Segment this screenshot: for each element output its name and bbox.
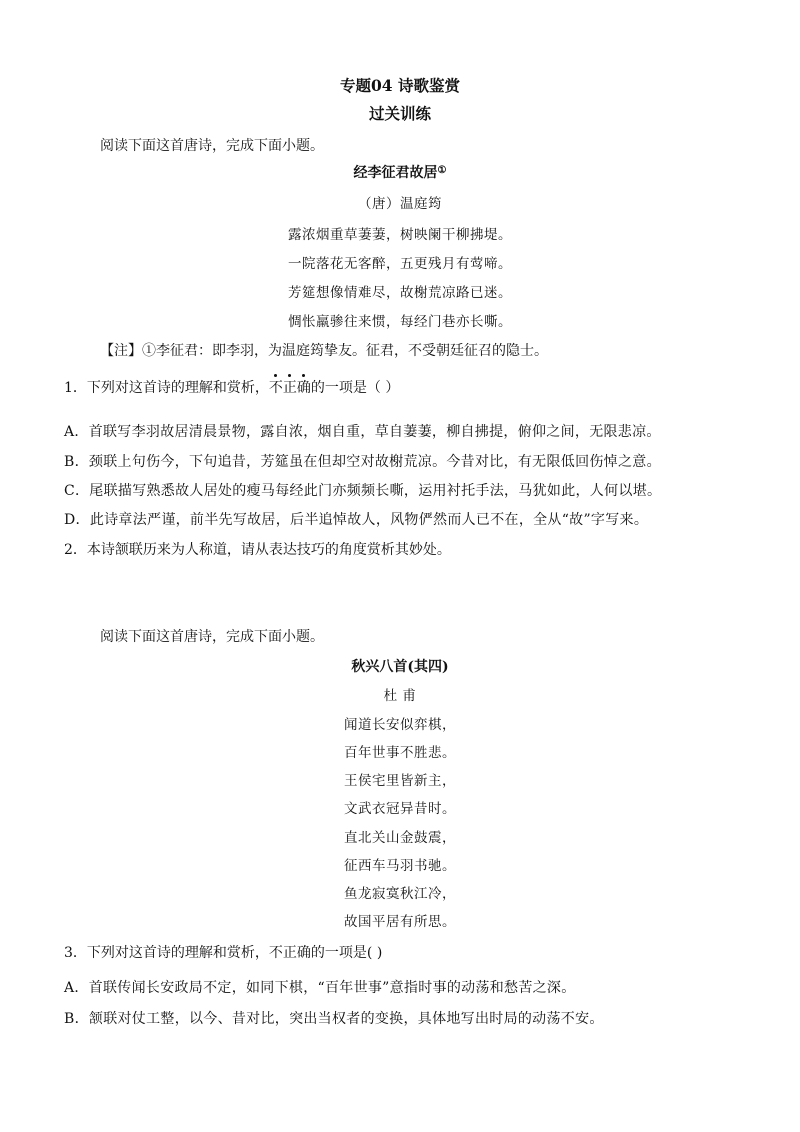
footnote: 【注】①李征君：即李羽，为温庭筠挚友。征君，不受朝廷征召的隐士。 [100,343,548,359]
question-2: 2．本诗颔联历来为人称道，请从表达技巧的角度赏析其妙处。 [64,542,451,558]
emphasis-char: 不 [268,380,283,396]
option-b-1: B．颈联上句伤今，下句追昔，芳筵虽在但却空对故榭荒凉。今昔对比，有无限低回伤悼之意。 [64,454,661,470]
poem-author-1: （唐）温庭筠 [358,196,442,212]
option-a-1: A．首联写李羽故居清晨景物，露自浓，烟自重，草自萋萋，柳自拂提，俯仰之间，无限悲凉。 [64,424,661,440]
poem-line: 一院落花无客醉，五更残月有莺啼。 [288,256,512,272]
poem-title-2: 秋兴八首(其四) [351,659,449,675]
emphasis-char: 正 [282,380,297,396]
poem-line: 征西车马羽书驰。 [344,858,456,874]
poem-line: 芳筵想像情难尽，故榭荒凉路已迷。 [288,285,512,301]
emphasis-char: 确 [296,380,311,396]
poem-line: 闻道长安似弈棋， [344,717,456,733]
option-d-1: D．此诗章法严谨，前半先写故居，后半追悼故人，风物俨然而人已不在，全从“故”字写来。 [64,512,649,528]
poem-line: 露浓烟重草萋萋，树映阑干柳拂堤。 [288,227,512,243]
poem-line: 惆怅羸骖往来惯，每经门巷亦长嘶。 [288,314,512,330]
poem-line: 直北关山金鼓震， [344,830,456,846]
doc-title: 专题04 诗歌鉴赏 [340,76,460,95]
poem-title-1 [0,163,800,183]
instruction-2: 阅读下面这首唐诗，完成下面小题。 [100,629,324,645]
poem-title-text: 经李征君故居 [353,165,438,181]
poem-line: 鱼龙寂寞秋江冷， [344,886,456,902]
poem-author-2: 杜 甫 [383,688,417,704]
footnote-mark: ① [437,165,447,176]
question-1-suffix: 的一项是（ ） [310,380,400,396]
poem-line: 百年世事不胜悲。 [344,745,456,761]
option-b-3: B．颔联对仗工整，以今、昔对比，突出当权者的变换，具体地写出时局的动荡不安。 [64,1011,604,1027]
instruction-1: 阅读下面这首唐诗，完成下面小题。 [100,138,324,154]
option-c-1: C．尾联描写熟悉故人居处的瘦马每经此门亦频频长嘶，运用衬托手法，马犹如此，人何以堪。 [64,483,662,499]
question-1-prefix: 1．下列对这首诗的理解和赏析， [64,380,269,396]
question-3: 3．下列对这首诗的理解和赏析，不正确的一项是( ) [64,945,383,961]
poem-line: 故国平居有所思。 [344,914,456,930]
question-1 [64,378,399,398]
doc-subtitle: 过关训练 [368,104,431,123]
poem-line: 王侯宅里皆新主， [344,773,456,789]
option-a-3: A．首联传闻长安政局不定，如同下棋，“百年世事”意指时事的动荡和愁苦之深。 [64,980,576,996]
poem-line: 文武衣冠异昔时。 [344,801,456,817]
